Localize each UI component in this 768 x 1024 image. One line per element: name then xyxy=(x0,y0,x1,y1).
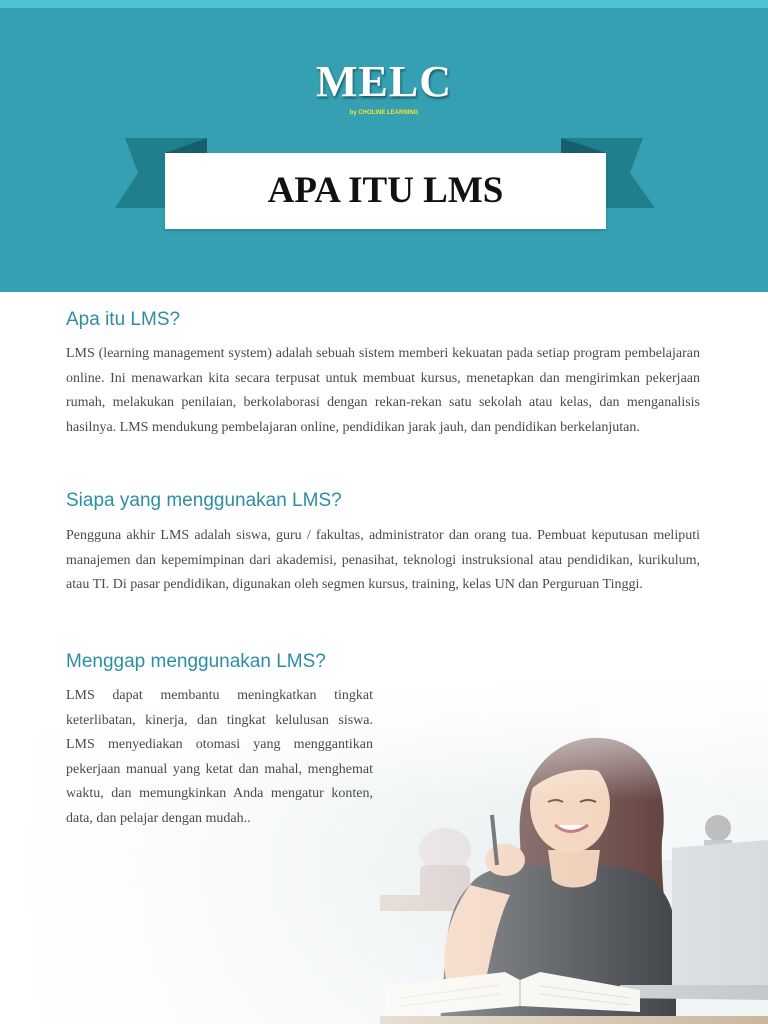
ribbon-graphic xyxy=(0,0,768,292)
logo-subtitle: by CHOLINE LEARNING xyxy=(349,110,419,116)
logo-title: MELC xyxy=(316,57,452,106)
section-body-who-uses-lms: Pengguna akhir LMS adalah siswa, guru / fakultas, administrator dan orang tua. Pembuat keputusan meliputi manajemen dan kepemimpinan dari akademisi, penasihat, teknologi instruksional atau pendidikan, kurikulum, atau TI. Di pasar pendidikan, digunakan oleh segmen kursus, training, kelas UN dan Perguruan Tinggi. xyxy=(66,528,700,593)
title-banner xyxy=(165,153,606,229)
section-heading-what-is-lms: Apa itu LMS? xyxy=(66,309,181,330)
header-banner xyxy=(0,0,768,292)
page-title: APA ITU LMS xyxy=(267,170,504,211)
section-body-what-is-lms: LMS (learning management system) adalah sebuah sistem memberi kekuatan pada setiap program pembelajaran online. Ini menawarkan kita secara terpusat untuk membuat kursus, menetapkan dan mengirimkan pekerjaan rumah, melakukan penilaian, berkolaborasi dengan rekan-rekan satu sekolah atau kelas, dan menganalisis hasilnya. LMS mendukung pembelajaran online, pendidikan jarak jauh, dan pendidikan berkelanjutan. xyxy=(66,346,700,435)
section-body-why-use-lms: LMS dapat membantu meningkatkan tingkat keterlibatan, kinerja, dan tingkat kelulusan siswa. LMS menyediakan otomasi yang menggantikan pekerjaan manual yang ketat dan mahal, menghemat waktu, dan memungkinkan Anda mengatur konten, data, dan pelajar dengan mudah.. xyxy=(66,688,373,826)
section-heading-who-uses-lms: Siapa yang menggunakan LMS? xyxy=(66,490,342,511)
section-heading-why-use-lms: Menggap menggunakan LMS? xyxy=(66,651,326,672)
